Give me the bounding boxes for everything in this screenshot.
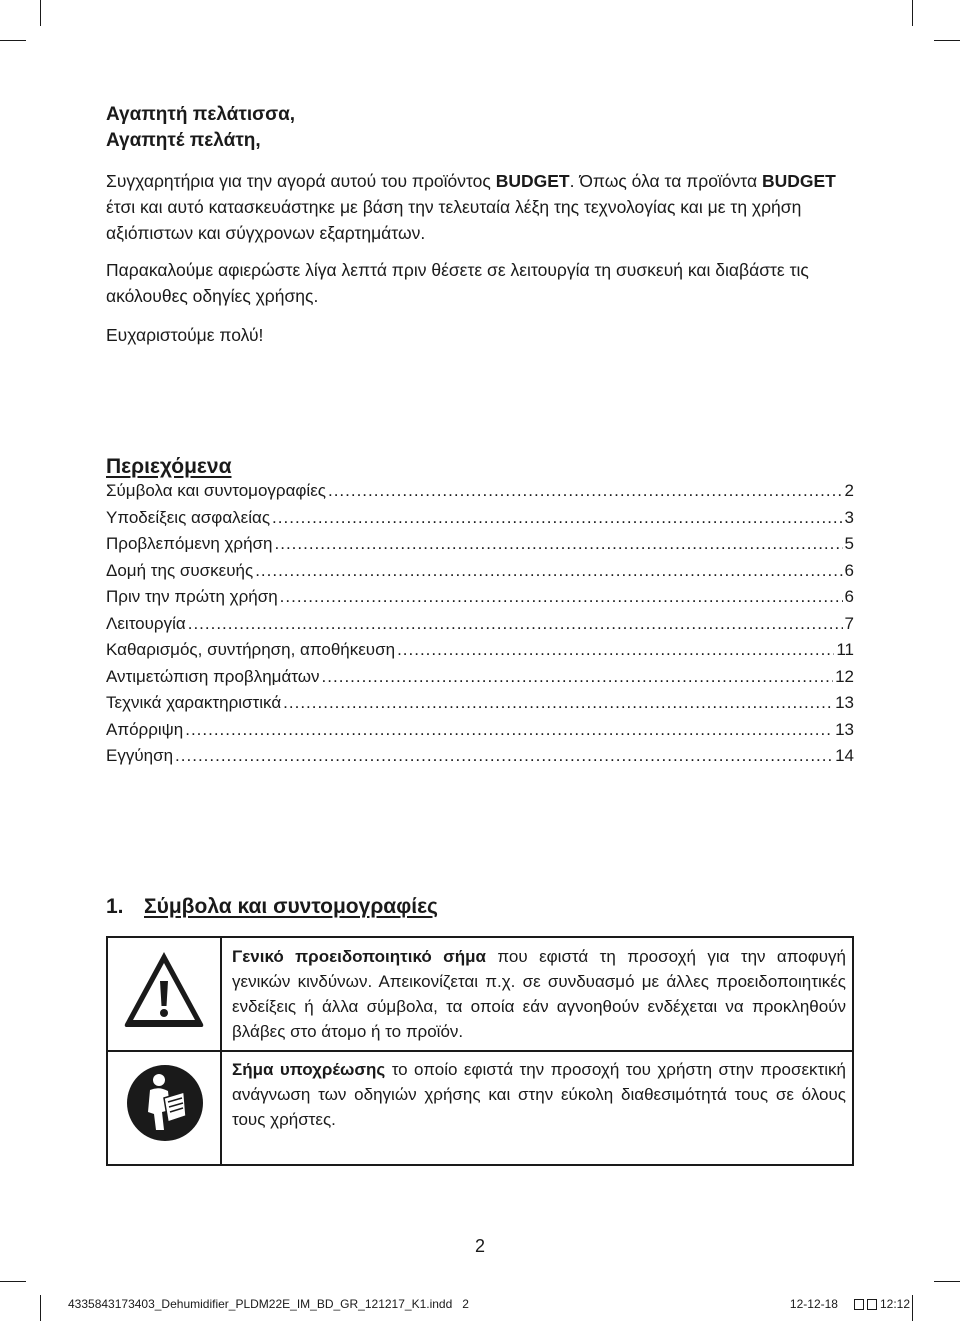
crop-mark-top-right xyxy=(912,0,913,26)
toc-item[interactable]: Σύμβολα και συντομογραφίες ..... 2 xyxy=(106,481,854,508)
intro-paragraph-3: Ευχαριστούμε πολύ! xyxy=(106,325,264,345)
toc-item[interactable]: Τεχνικά χαρακτηριστικά ..... 13 xyxy=(106,693,854,720)
page-number: 2 xyxy=(474,1236,485,1256)
toc-item[interactable]: Υποδείξεις ασφαλείας ..... 3 xyxy=(106,508,854,535)
toc-item[interactable]: Λειτουργία ..... 7 xyxy=(106,614,854,641)
crop-mark-bottom-left xyxy=(40,1295,41,1321)
crop-mark-bottom-left-h xyxy=(0,1281,26,1282)
read-manual-icon xyxy=(126,1064,204,1147)
toc-item[interactable]: Αντιμετώπιση προβλημάτων ..... 12 xyxy=(106,667,854,694)
mandatory-symbol-description: Σήμα υποχρέωσης το οποίο εφιστά την προσοχή του χρήστη στην προσεκτική ανάγνωση των οδηγιών χρήσης και στην εύκολη διαθεσιμότητά τους σε όλους τους χρήστες. xyxy=(232,1060,846,1129)
crop-mark-top-left xyxy=(40,0,41,26)
placeholder-glyph-icon xyxy=(867,1299,877,1310)
toc-item[interactable]: Δομή της συσκευής ..... 6 xyxy=(106,561,854,588)
toc-item[interactable]: Προβλεπόμενη χρήση ..... 5 xyxy=(106,534,854,561)
footer-file-info: 4335843173403_Dehumidifier_PLDM22E_IM_BD_GR_121217_K1.indd 2 xyxy=(68,1297,469,1311)
crop-mark-top-left-h xyxy=(0,40,26,41)
footer-timestamp xyxy=(790,1297,910,1311)
section-title: Σύμβολα και συντομογραφίες xyxy=(144,895,438,918)
symbols-table xyxy=(106,936,854,1166)
placeholder-glyph-icon xyxy=(854,1299,864,1310)
greeting-line-1: Αγαπητή πελάτισσα, xyxy=(106,104,296,125)
brand-name-2: BUDGET xyxy=(761,171,836,191)
section-number: 1. xyxy=(106,895,124,918)
toc-item[interactable]: Εγγύηση ..... 14 xyxy=(106,746,854,773)
toc-item[interactable]: Απόρριψη ..... 13 xyxy=(106,720,854,747)
toc-title: Περιεχόμενα xyxy=(106,455,232,478)
footer-date: 12-12-18 xyxy=(789,1297,838,1311)
toc-item[interactable]: Πριν την πρώτη χρήση ..... 6 xyxy=(106,587,854,614)
brand-name: BUDGET xyxy=(495,171,570,191)
intro-paragraph-2: Παρακαλούμε αφιερώστε λίγα λεπτά πριν θέσετε σε λειτουργία τη συσκευή και διαβάστε τις ακόλουθες οδηγίες χρήσης. xyxy=(106,260,809,306)
toc-item[interactable]: Καθαρισμός, συντήρηση, αποθήκευση ..... 11 xyxy=(106,640,854,667)
warning-triangle-icon xyxy=(122,948,206,1037)
footer-time: 12:12 xyxy=(879,1297,910,1311)
greeting-line-2: Αγαπητέ πελάτη, xyxy=(106,130,261,151)
crop-mark-bottom-right-h xyxy=(934,1281,960,1282)
toc-list xyxy=(106,481,854,773)
crop-mark-bottom-right xyxy=(912,1295,913,1321)
intro-paragraph-1: Συγχαρητήρια για την αγορά αυτού του προϊόντος BUDGET. Όπως όλα τα προϊόντα BUDGET έτσι και αυτό κατασκευάστηκε με βάση την τελευταία λέξη της τεχνολογίας και με τη χρήση αξιόπιστων και σύγχρονων εξαρτημάτων. xyxy=(106,171,836,243)
section-1-heading xyxy=(106,895,438,919)
warning-symbol-description: Γενικό προειδοποιητικό σήμα που εφιστά τη προσοχή για την αποφυγή γενικών κινδύνων. Απεικονίζεται π.χ. σε συνδυασμό με άλλες προειδοποιητικές ενδείξεις ή άλλα σύμβολα, τα οποία εάν αγνοηθούν ενδέχεται να προκληθούν βλάβες στο άτομο ή το προϊόν. xyxy=(232,947,846,1041)
crop-mark-top-right-h xyxy=(934,40,960,41)
